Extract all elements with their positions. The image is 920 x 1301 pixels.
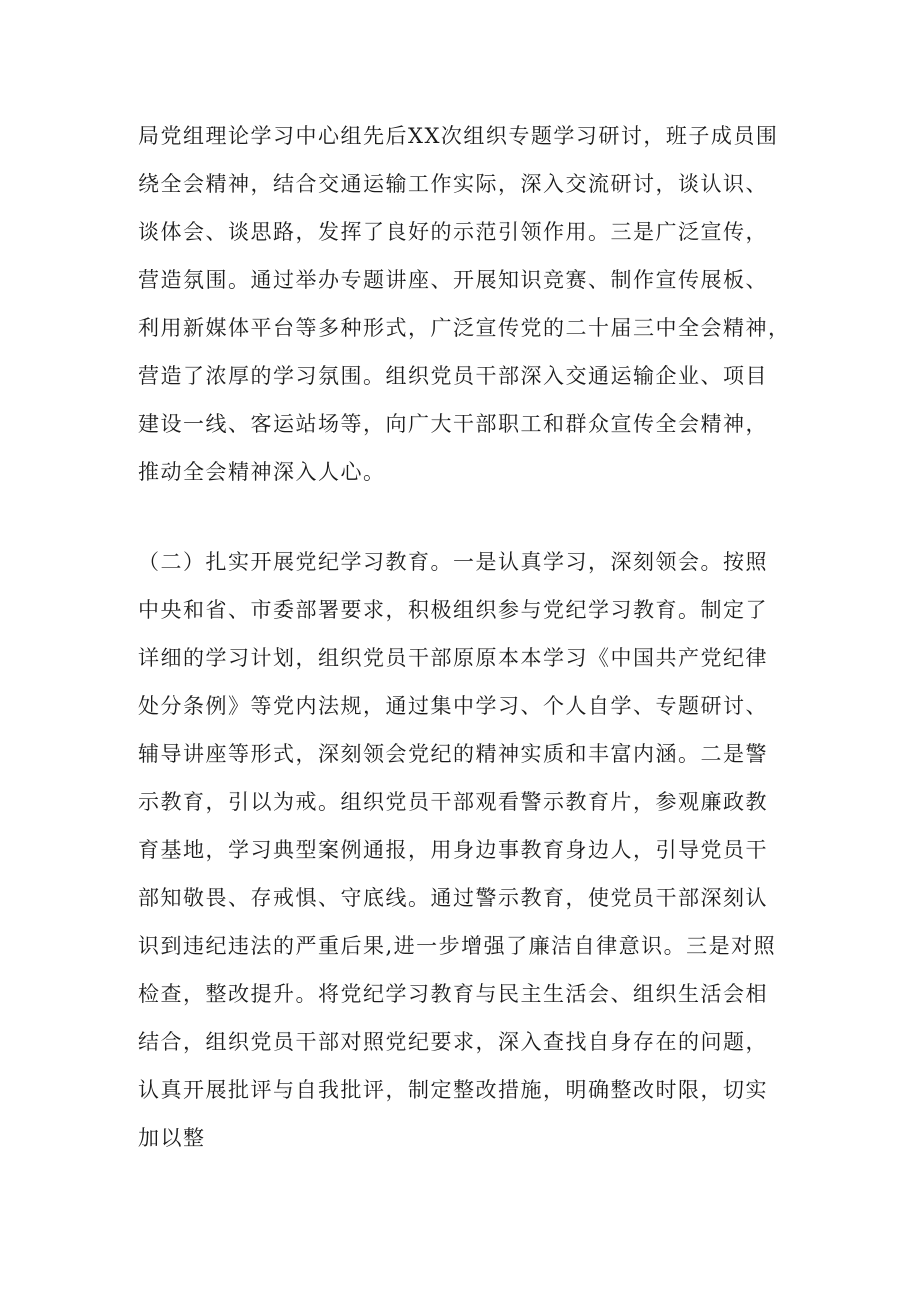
text-line: 推动全会精神深入人心。 xyxy=(138,460,386,484)
text-line: 中央和省、市委部署要求，积极组织参与党纪学习教育。制定了 xyxy=(138,598,768,622)
text-line: 局党组理论学习中心组先后XX次组织专题学习研讨，班子成员围 xyxy=(138,124,779,148)
text-line: 建设一线、客运站场等，向广大干部职工和群众宣传全会精神， xyxy=(138,412,768,436)
text-line: （二）扎实开展党纪学习教育。一是认真学习，深刻领会。按照 xyxy=(138,550,768,574)
paragraph-study-center xyxy=(138,112,798,496)
text-line: 结合，组织党员干部对照党纪要求，深入查找自身存在的问题， xyxy=(138,1030,768,1054)
text-line: 认真开展批评与自我批评，制定整改措施，明确整改时限，切实 xyxy=(138,1078,768,1102)
text-line: 部知敬畏、存戒惧、守底线。通过警示教育，使党员干部深刻认 xyxy=(138,886,768,910)
text-line: 利用新媒体平台等多种形式，广泛宣传党的二十届三中全会精神， xyxy=(138,316,791,340)
text-line: 加以整 xyxy=(138,1126,206,1150)
text-line: 育基地，学习典型案例通报，用身边事教育身边人，引导党员干 xyxy=(138,838,768,862)
text-line: 识到违纪违法的严重后果,进一步增强了廉洁自律意识。三是对照 xyxy=(138,934,777,958)
text-line: 处分条例》等党内法规，通过集中学习、个人自学、专题研讨、 xyxy=(138,694,768,718)
paragraph-discipline-education xyxy=(138,538,798,1162)
text-line: 检查，整改提升。将党纪学习教育与民主生活会、组织生活会相 xyxy=(138,982,768,1006)
text-line: 详细的学习计划，组织党员干部原原本本学习《中国共产党纪律 xyxy=(138,646,768,670)
text-line: 营造氛围。通过举办专题讲座、开展知识竞赛、制作宣传展板、 xyxy=(138,268,768,292)
text-line: 营造了浓厚的学习氛围。组织党员干部深入交通运输企业、项目 xyxy=(138,364,768,388)
text-line: 谈体会、谈思路，发挥了良好的示范引领作用。三是广泛宣传， xyxy=(138,220,768,244)
text-line: 示教育，引以为戒。组织党员干部观看警示教育片，参观廉政教 xyxy=(138,790,768,814)
text-line: 辅导讲座等形式，深刻领会党纪的精神实质和丰富内涵。二是警 xyxy=(138,742,768,766)
text-line: 绕全会精神，结合交通运输工作实际，深入交流研讨，谈认识、 xyxy=(138,172,768,196)
